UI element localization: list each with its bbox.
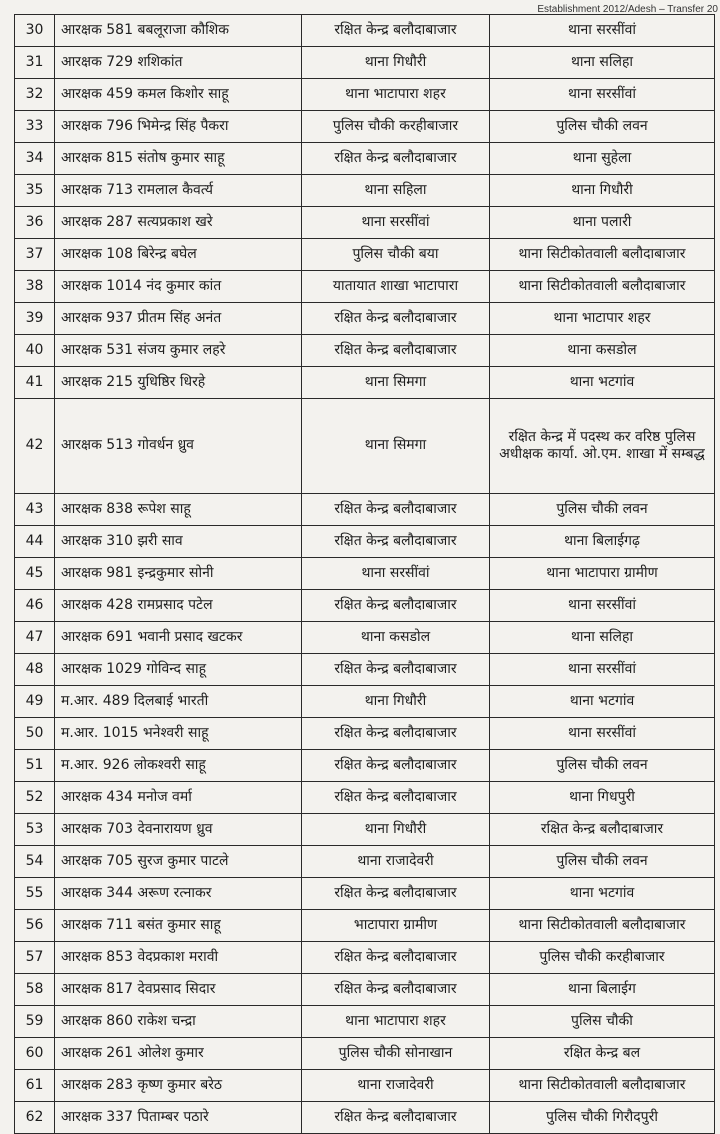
new-posting-cell: थाना सरसींवां xyxy=(490,590,715,622)
new-posting-cell: थाना भाटापार शहर xyxy=(490,303,715,335)
table-row xyxy=(15,590,715,622)
new-posting-cell: थाना सरसींवां xyxy=(490,15,715,47)
current-posting-cell: थाना सिमगा xyxy=(302,367,490,399)
employee-name-cell: आरक्षक 310 झरी साव xyxy=(55,526,302,558)
employee-name-cell: आरक्षक 729 शशिकांत xyxy=(55,47,302,79)
employee-name-cell: आरक्षक 860 राकेश चन्द्रा xyxy=(55,1006,302,1038)
table-row xyxy=(15,207,715,239)
current-posting-cell: रक्षित केन्द्र बलौदाबाजार xyxy=(302,143,490,175)
current-posting-cell: पुलिस चौकी बया xyxy=(302,239,490,271)
new-posting-cell: पुलिस चौकी लवन xyxy=(490,111,715,143)
table-row xyxy=(15,782,715,814)
current-posting-cell: थाना गिधौरी xyxy=(302,686,490,718)
current-posting-cell: थाना कसडोल xyxy=(302,622,490,654)
serial-number-cell: 33 xyxy=(15,111,55,143)
employee-name-cell: आरक्षक 459 कमल किशोर साहू xyxy=(55,79,302,111)
current-posting-cell: यातायात शाखा भाटापारा xyxy=(302,271,490,303)
table-row xyxy=(15,47,715,79)
new-posting-cell: थाना बिलाईग xyxy=(490,974,715,1006)
table-row xyxy=(15,910,715,942)
serial-number-cell: 51 xyxy=(15,750,55,782)
transfer-table-body xyxy=(15,15,715,1134)
table-row xyxy=(15,1102,715,1134)
employee-name-cell: आरक्षक 703 देवनारायण ध्रुव xyxy=(55,814,302,846)
current-posting-cell: रक्षित केन्द्र बलौदाबाजार xyxy=(302,718,490,750)
serial-number-cell: 34 xyxy=(15,143,55,175)
table-row xyxy=(15,367,715,399)
serial-number-cell: 39 xyxy=(15,303,55,335)
current-posting-cell: रक्षित केन्द्र बलौदाबाजार xyxy=(302,15,490,47)
serial-number-cell: 35 xyxy=(15,175,55,207)
serial-number-cell: 40 xyxy=(15,335,55,367)
employee-name-cell: आरक्षक 513 गोवर्धन ध्रुव xyxy=(55,399,302,494)
new-posting-cell: पुलिस चौकी लवन xyxy=(490,750,715,782)
current-posting-cell: थाना भाटापारा शहर xyxy=(302,1006,490,1038)
new-posting-cell: पुलिस चौकी गिरौदपुरी xyxy=(490,1102,715,1134)
current-posting-cell: रक्षित केन्द्र बलौदाबाजार xyxy=(302,303,490,335)
serial-number-cell: 49 xyxy=(15,686,55,718)
serial-number-cell: 42 xyxy=(15,399,55,494)
current-posting-cell: रक्षित केन्द्र बलौदाबाजार xyxy=(302,878,490,910)
new-posting-cell: रक्षित केन्द्र बलौदाबाजार xyxy=(490,814,715,846)
employee-name-cell: आरक्षक 705 सुरज कुमार पाटले xyxy=(55,846,302,878)
serial-number-cell: 58 xyxy=(15,974,55,1006)
serial-number-cell: 31 xyxy=(15,47,55,79)
table-row xyxy=(15,1038,715,1070)
employee-name-cell: म.आर. 1015 भनेश्वरी साहू xyxy=(55,718,302,750)
transfer-table xyxy=(14,14,715,1134)
new-posting-cell: थाना सलिहा xyxy=(490,622,715,654)
employee-name-cell: आरक्षक 937 प्रीतम सिंह अनंत xyxy=(55,303,302,335)
serial-number-cell: 37 xyxy=(15,239,55,271)
current-posting-cell: थाना गिधौरी xyxy=(302,47,490,79)
table-row xyxy=(15,558,715,590)
new-posting-cell: थाना सिटीकोतवाली बलौदाबाजार xyxy=(490,239,715,271)
serial-number-cell: 30 xyxy=(15,15,55,47)
new-posting-cell: थाना भटगांव xyxy=(490,367,715,399)
employee-name-cell: आरक्षक 713 रामलाल कैवर्त्य xyxy=(55,175,302,207)
serial-number-cell: 41 xyxy=(15,367,55,399)
current-posting-cell: थाना सिमगा xyxy=(302,399,490,494)
employee-name-cell: आरक्षक 817 देवप्रसाद सिदार xyxy=(55,974,302,1006)
new-posting-cell: थाना सलिहा xyxy=(490,47,715,79)
current-posting-cell: रक्षित केन्द्र बलौदाबाजार xyxy=(302,782,490,814)
current-posting-cell: थाना भाटापारा शहर xyxy=(302,79,490,111)
serial-number-cell: 54 xyxy=(15,846,55,878)
current-posting-cell: रक्षित केन्द्र बलौदाबाजार xyxy=(302,654,490,686)
employee-name-cell: आरक्षक 428 रामप्रसाद पटेल xyxy=(55,590,302,622)
employee-name-cell: आरक्षक 108 बिरेन्द्र बघेल xyxy=(55,239,302,271)
table-row xyxy=(15,399,715,494)
table-row xyxy=(15,335,715,367)
serial-number-cell: 52 xyxy=(15,782,55,814)
table-row xyxy=(15,750,715,782)
employee-name-cell: आरक्षक 261 ओलेश कुमार xyxy=(55,1038,302,1070)
new-posting-cell: थाना सिटीकोतवाली बलौदाबाजार xyxy=(490,271,715,303)
new-posting-cell: थाना सरसींवां xyxy=(490,79,715,111)
serial-number-cell: 50 xyxy=(15,718,55,750)
table-row xyxy=(15,1006,715,1038)
employee-name-cell: आरक्षक 1014 नंद कुमार कांत xyxy=(55,271,302,303)
transfer-sheet xyxy=(14,14,714,1134)
table-row xyxy=(15,942,715,974)
serial-number-cell: 60 xyxy=(15,1038,55,1070)
current-posting-cell: रक्षित केन्द्र बलौदाबाजार xyxy=(302,974,490,1006)
new-posting-cell: थाना पलारी xyxy=(490,207,715,239)
serial-number-cell: 62 xyxy=(15,1102,55,1134)
table-row xyxy=(15,974,715,1006)
current-posting-cell: थाना सरसींवां xyxy=(302,207,490,239)
employee-name-cell: आरक्षक 215 युधिष्ठिर धिरहे xyxy=(55,367,302,399)
current-posting-cell: थाना सरसींवां xyxy=(302,558,490,590)
new-posting-cell: थाना सरसींवां xyxy=(490,718,715,750)
new-posting-cell: थाना भटगांव xyxy=(490,686,715,718)
table-row xyxy=(15,654,715,686)
current-posting-cell: थाना राजादेवरी xyxy=(302,1070,490,1102)
new-posting-cell: थाना सिटीकोतवाली बलौदाबाजार xyxy=(490,1070,715,1102)
serial-number-cell: 38 xyxy=(15,271,55,303)
current-posting-cell: रक्षित केन्द्र बलौदाबाजार xyxy=(302,335,490,367)
current-posting-cell: रक्षित केन्द्र बलौदाबाजार xyxy=(302,942,490,974)
new-posting-cell: थाना बिलाईगढ़ xyxy=(490,526,715,558)
serial-number-cell: 61 xyxy=(15,1070,55,1102)
employee-name-cell: आरक्षक 838 रूपेश साहू xyxy=(55,494,302,526)
current-posting-cell: रक्षित केन्द्र बलौदाबाजार xyxy=(302,494,490,526)
serial-number-cell: 44 xyxy=(15,526,55,558)
new-posting-cell: थाना भाटापारा ग्रामीण xyxy=(490,558,715,590)
header-note: Establishment 2012/Adesh – Transfer 20 xyxy=(537,4,718,15)
table-row xyxy=(15,526,715,558)
current-posting-cell: रक्षित केन्द्र बलौदाबाजार xyxy=(302,750,490,782)
employee-name-cell: आरक्षक 853 वेदप्रकाश मरावी xyxy=(55,942,302,974)
current-posting-cell: पुलिस चौकी सोनाखान xyxy=(302,1038,490,1070)
employee-name-cell: आरक्षक 815 संतोष कुमार साहू xyxy=(55,143,302,175)
current-posting-cell: रक्षित केन्द्र बलौदाबाजार xyxy=(302,590,490,622)
employee-name-cell: आरक्षक 796 भिमेन्द्र सिंह पैकरा xyxy=(55,111,302,143)
table-row xyxy=(15,718,715,750)
employee-name-cell: आरक्षक 691 भवानी प्रसाद खटकर xyxy=(55,622,302,654)
new-posting-cell: पुलिस चौकी लवन xyxy=(490,494,715,526)
new-posting-cell: थाना भटगांव xyxy=(490,878,715,910)
new-posting-cell: पुलिस चौकी करहीबाजार xyxy=(490,942,715,974)
employee-name-cell: म.आर. 489 दिलबाई भारती xyxy=(55,686,302,718)
current-posting-cell: थाना सहिला xyxy=(302,175,490,207)
employee-name-cell: आरक्षक 531 संजय कुमार लहरे xyxy=(55,335,302,367)
employee-name-cell: आरक्षक 344 अरूण रत्नाकर xyxy=(55,878,302,910)
employee-name-cell: म.आर. 926 लोकश्वरी साहू xyxy=(55,750,302,782)
new-posting-cell: रक्षित केन्द्र बल xyxy=(490,1038,715,1070)
current-posting-cell: पुलिस चौकी करहीबाजार xyxy=(302,111,490,143)
employee-name-cell: आरक्षक 981 इन्द्रकुमार सोनी xyxy=(55,558,302,590)
employee-name-cell: आरक्षक 434 मनोज वर्मा xyxy=(55,782,302,814)
new-posting-cell: थाना सिटीकोतवाली बलौदाबाजार xyxy=(490,910,715,942)
serial-number-cell: 53 xyxy=(15,814,55,846)
table-row xyxy=(15,175,715,207)
new-posting-cell: पुलिस चौकी xyxy=(490,1006,715,1038)
new-posting-cell: थाना सरसींवां xyxy=(490,654,715,686)
employee-name-cell: आरक्षक 581 बबलूराजा कौशिक xyxy=(55,15,302,47)
current-posting-cell: थाना गिधौरी xyxy=(302,814,490,846)
serial-number-cell: 46 xyxy=(15,590,55,622)
table-row xyxy=(15,143,715,175)
serial-number-cell: 56 xyxy=(15,910,55,942)
current-posting-cell: भाटापारा ग्रामीण xyxy=(302,910,490,942)
serial-number-cell: 45 xyxy=(15,558,55,590)
serial-number-cell: 55 xyxy=(15,878,55,910)
employee-name-cell: आरक्षक 283 कृष्ण कुमार बरेठ xyxy=(55,1070,302,1102)
current-posting-cell: थाना राजादेवरी xyxy=(302,846,490,878)
new-posting-cell: थाना सुहेला xyxy=(490,143,715,175)
new-posting-cell: रक्षित केन्द्र में पदस्थ कर वरिष्ठ पुलिस अधीक्षक कार्या. ओ.एम. शाखा में सम्बद्ध xyxy=(490,399,715,494)
table-row xyxy=(15,111,715,143)
employee-name-cell: आरक्षक 1029 गोविन्द साहू xyxy=(55,654,302,686)
serial-number-cell: 47 xyxy=(15,622,55,654)
employee-name-cell: आरक्षक 337 पिताम्बर पठारे xyxy=(55,1102,302,1134)
new-posting-cell: थाना गिधपुरी xyxy=(490,782,715,814)
current-posting-cell: रक्षित केन्द्र बलौदाबाजार xyxy=(302,526,490,558)
serial-number-cell: 36 xyxy=(15,207,55,239)
table-row xyxy=(15,239,715,271)
table-row xyxy=(15,303,715,335)
new-posting-cell: थाना गिधौरी xyxy=(490,175,715,207)
table-row xyxy=(15,846,715,878)
table-row xyxy=(15,878,715,910)
table-row xyxy=(15,814,715,846)
serial-number-cell: 57 xyxy=(15,942,55,974)
table-row xyxy=(15,494,715,526)
serial-number-cell: 43 xyxy=(15,494,55,526)
table-row xyxy=(15,79,715,111)
serial-number-cell: 32 xyxy=(15,79,55,111)
employee-name-cell: आरक्षक 711 बसंत कुमार साहू xyxy=(55,910,302,942)
table-row xyxy=(15,271,715,303)
employee-name-cell: आरक्षक 287 सत्यप्रकाश खरे xyxy=(55,207,302,239)
serial-number-cell: 59 xyxy=(15,1006,55,1038)
serial-number-cell: 48 xyxy=(15,654,55,686)
table-row xyxy=(15,622,715,654)
table-row xyxy=(15,686,715,718)
table-row xyxy=(15,15,715,47)
current-posting-cell: रक्षित केन्द्र बलौदाबाजार xyxy=(302,1102,490,1134)
new-posting-cell: थाना कसडोल xyxy=(490,335,715,367)
new-posting-cell: पुलिस चौकी लवन xyxy=(490,846,715,878)
